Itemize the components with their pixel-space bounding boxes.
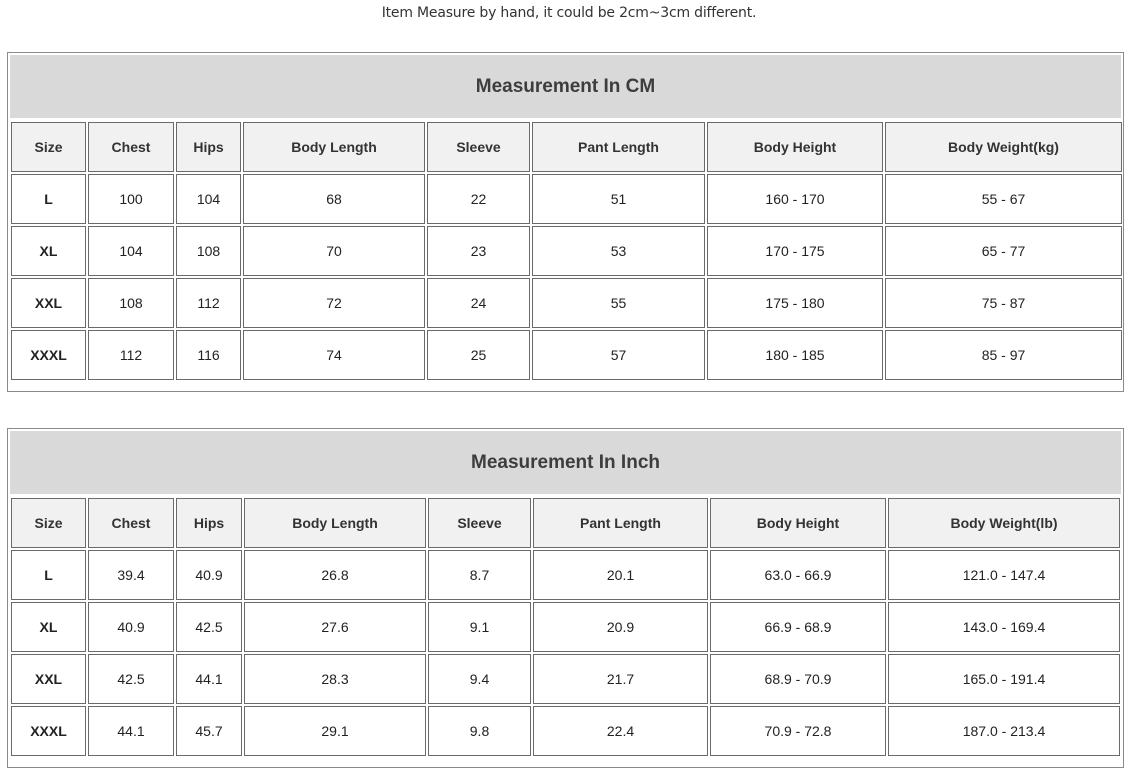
table-cell: 39.4 xyxy=(88,550,174,600)
column-header: Pant Length xyxy=(532,122,705,172)
table-cell: 22.4 xyxy=(533,706,708,756)
size-label: XXXL xyxy=(11,706,86,756)
column-header: Pant Length xyxy=(533,498,708,548)
size-label: XXL xyxy=(11,654,86,704)
table-cell: 9.8 xyxy=(428,706,531,756)
table-cell: 63.0 - 66.9 xyxy=(710,550,886,600)
table-cell: 57 xyxy=(532,330,705,380)
table-cell: 44.1 xyxy=(88,706,174,756)
table-cell: 24 xyxy=(427,278,530,328)
header-row xyxy=(11,122,1122,172)
table-cell: 40.9 xyxy=(176,550,242,600)
table-cell: 108 xyxy=(88,278,174,328)
table-row xyxy=(11,278,1122,328)
column-header: Size xyxy=(11,122,86,172)
table-cell: 22 xyxy=(427,174,530,224)
table-cell: 21.7 xyxy=(533,654,708,704)
table-row xyxy=(11,706,1120,756)
table-cell: 180 - 185 xyxy=(707,330,883,380)
table-cell: 28.3 xyxy=(244,654,426,704)
column-header: Body Length xyxy=(244,498,426,548)
column-header: Body Weight(lb) xyxy=(888,498,1120,548)
size-chart-title: Measurement In CM xyxy=(10,55,1121,118)
table-cell: 104 xyxy=(88,226,174,276)
table-cell: 42.5 xyxy=(88,654,174,704)
table-cell: 26.8 xyxy=(244,550,426,600)
table-row xyxy=(11,226,1122,276)
table-row xyxy=(11,550,1120,600)
table-cell: 25 xyxy=(427,330,530,380)
table-cell: 44.1 xyxy=(176,654,242,704)
table-cell: 20.1 xyxy=(533,550,708,600)
table-cell: 55 - 67 xyxy=(885,174,1122,224)
table-cell: 45.7 xyxy=(176,706,242,756)
column-header: Sleeve xyxy=(427,122,530,172)
table-cell: 187.0 - 213.4 xyxy=(888,706,1120,756)
table-cell: 9.1 xyxy=(428,602,531,652)
table-cell: 85 - 97 xyxy=(885,330,1122,380)
table-cell: 74 xyxy=(243,330,425,380)
measurement-note: Item Measure by hand, it could be 2cm~3cm different. xyxy=(381,5,757,21)
table-cell: 100 xyxy=(88,174,174,224)
table-cell: 9.4 xyxy=(428,654,531,704)
table-cell: 23 xyxy=(427,226,530,276)
table-row xyxy=(11,330,1122,380)
column-header: Chest xyxy=(88,122,174,172)
table-row xyxy=(11,174,1122,224)
table-cell: 75 - 87 xyxy=(885,278,1122,328)
table-row xyxy=(11,654,1120,704)
column-header: Body Height xyxy=(710,498,886,548)
table-cell: 112 xyxy=(176,278,241,328)
size-label: L xyxy=(11,174,86,224)
table-cell: 112 xyxy=(88,330,174,380)
size-label: XXXL xyxy=(11,330,86,380)
table-cell: 68.9 - 70.9 xyxy=(710,654,886,704)
table-cell: 165.0 - 191.4 xyxy=(888,654,1120,704)
table-cell: 170 - 175 xyxy=(707,226,883,276)
size-chart-cm xyxy=(7,52,1124,392)
table-cell: 108 xyxy=(176,226,241,276)
table-cell: 70.9 - 72.8 xyxy=(710,706,886,756)
table-cell: 40.9 xyxy=(88,602,174,652)
table-cell: 55 xyxy=(532,278,705,328)
table-cell: 66.9 - 68.9 xyxy=(710,602,886,652)
table-cell: 160 - 170 xyxy=(707,174,883,224)
table-cell: 72 xyxy=(243,278,425,328)
size-label: XXL xyxy=(11,278,86,328)
table-cell: 53 xyxy=(532,226,705,276)
table-cell: 20.9 xyxy=(533,602,708,652)
size-label: L xyxy=(11,550,86,600)
table-cell: 104 xyxy=(176,174,241,224)
table-cell: 70 xyxy=(243,226,425,276)
header-row xyxy=(11,498,1120,548)
table-cell: 121.0 - 147.4 xyxy=(888,550,1120,600)
column-header: Hips xyxy=(176,498,242,548)
column-header: Sleeve xyxy=(428,498,531,548)
column-header: Hips xyxy=(176,122,241,172)
size-table xyxy=(9,496,1122,758)
table-cell: 116 xyxy=(176,330,241,380)
size-label: XL xyxy=(11,602,86,652)
table-cell: 29.1 xyxy=(244,706,426,756)
column-header: Body Length xyxy=(243,122,425,172)
column-header: Body Height xyxy=(707,122,883,172)
table-cell: 65 - 77 xyxy=(885,226,1122,276)
table-cell: 51 xyxy=(532,174,705,224)
table-cell: 42.5 xyxy=(176,602,242,652)
size-chart-inch xyxy=(7,428,1124,768)
table-cell: 175 - 180 xyxy=(707,278,883,328)
column-header: Size xyxy=(11,498,86,548)
size-chart-title: Measurement In Inch xyxy=(10,431,1121,494)
size-label: XL xyxy=(11,226,86,276)
size-table xyxy=(9,120,1124,382)
column-header: Body Weight(kg) xyxy=(885,122,1122,172)
table-cell: 27.6 xyxy=(244,602,426,652)
column-header: Chest xyxy=(88,498,174,548)
table-row xyxy=(11,602,1120,652)
table-cell: 8.7 xyxy=(428,550,531,600)
table-cell: 68 xyxy=(243,174,425,224)
table-cell: 143.0 - 169.4 xyxy=(888,602,1120,652)
